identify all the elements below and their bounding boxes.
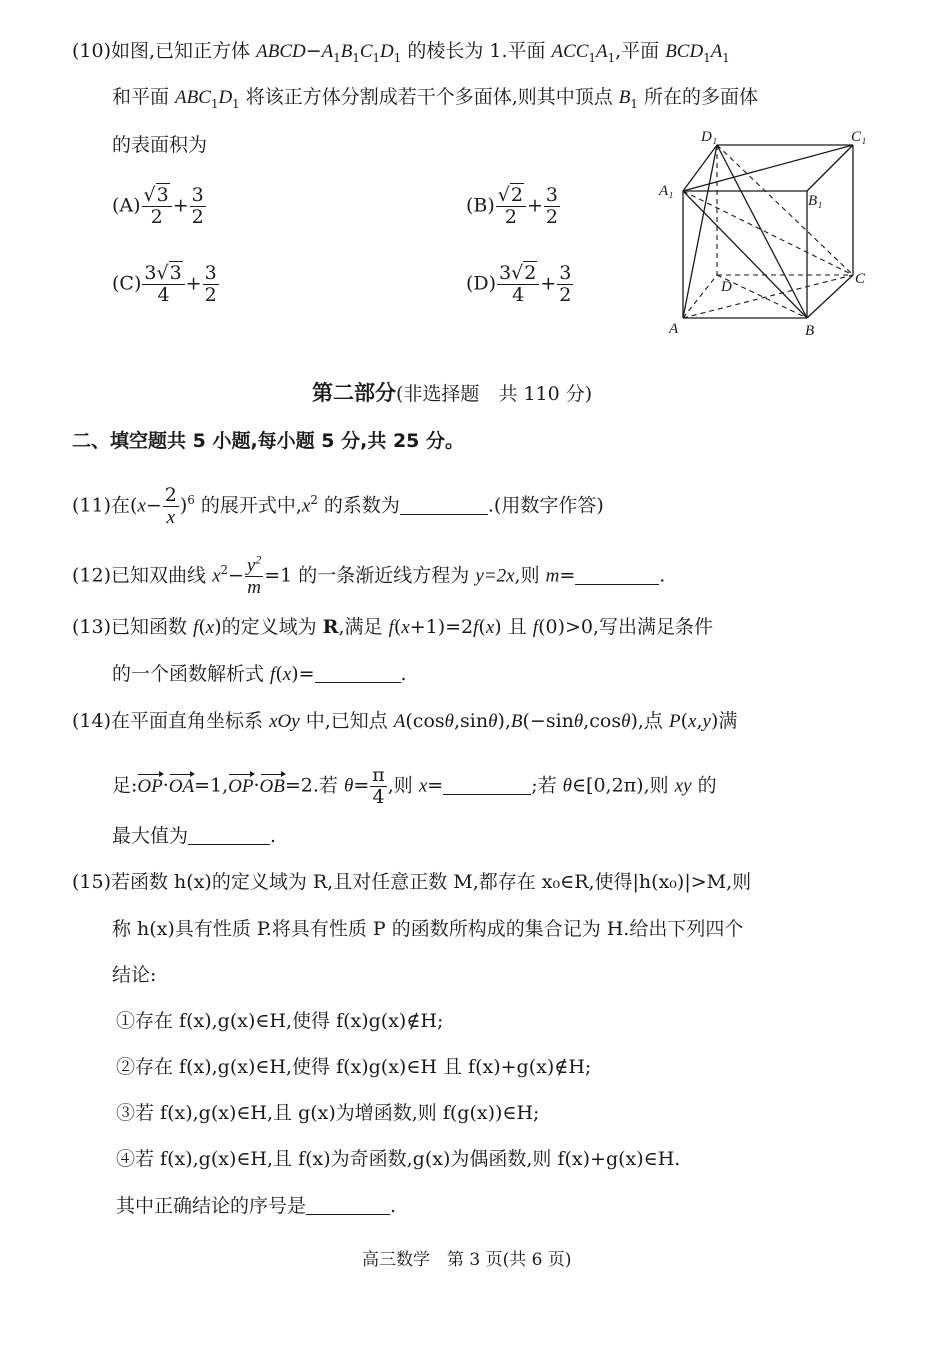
label-d: D [721,279,732,295]
q14-x-answer-blank[interactable] [443,777,531,795]
label-b1: B₁ [808,193,823,209]
label-a1: A₁ [659,183,674,199]
q12-answer-blank[interactable] [575,567,659,585]
section-title: 第二部分(非选择题 共 110 分) [312,381,593,405]
q15-conclusion-2: ②存在 f(x),g(x)∈H,使得 f(x)g(x)∈H 且 f(x)+g(x)∉H; [116,1056,592,1078]
page-footer: 高三数学 第 3 页(共 6 页) [362,1250,572,1270]
diag-ad1 [683,145,717,318]
q15-line1: (15)若函数 h(x)的定义域为 R,且对任意正数 M,都存在 x₀∈R,使得|h(x₀)|>M,则 [72,871,752,893]
q13-answer-blank[interactable] [315,665,401,683]
q15-line8: 其中正确结论的序号是 . [116,1195,397,1217]
q15-answer-blank[interactable] [306,1197,390,1215]
edge-ad-hidden [683,275,717,318]
label-c1: C₁ [851,129,867,145]
label-c: C [855,271,866,287]
q13-line2: 的一个函数解析式 f(x)= . [112,663,407,685]
label-d1: D₁ [701,129,718,145]
q10-option-c: (C) $\frac{3√3}{4}$ + $\frac{3}{2}$ [112,262,217,306]
q11-answer-blank[interactable] [400,497,488,515]
q12: (12)已知双曲线 $x^2-$ $\frac{y^2}{m}$ =1 的一条渐近线方程为 y=2x,则 m= . [72,553,666,598]
q15-conclusion-4: ④若 f(x),g(x)∈H,且 f(x)为奇函数,g(x)为偶函数,则 f(x)+g(x)∈H. [116,1148,681,1170]
diag-ac-hidden [683,275,853,318]
cube-figure [655,125,880,340]
label-b: B [805,323,815,339]
q14-line1: (14)在平面直角坐标系 xOy 中,已知点 A(cosθ,sinθ),B(−sinθ,cosθ),点 P(x,y)满 [72,710,738,732]
q15-line3: 结论: [112,964,157,986]
q10-line1: (10)如图,已知正方体 $ABCD-A_1B_1C_1D_1$ 的棱长为 1.平面 $ACC_1A_1$,平面 $BCD_1A_1$ [72,40,730,65]
q14-line3: 最大值为 . [112,825,277,847]
q14-max-answer-blank[interactable] [188,827,270,845]
q15-conclusion-3: ③若 f(x),g(x)∈H,且 g(x)为增函数,则 f(g(x))∈H; [116,1102,540,1124]
section-heading: 二、填空题共 5 小题,每小题 5 分,共 25 分。 [72,430,465,452]
q10-option-d: (D) $\frac{3√2}{4}$ + $\frac{3}{2}$ [466,262,572,306]
q15-line2: 称 h(x)具有性质 P.将具有性质 P 的函数所构成的集合记为 H.给出下列四个 [112,918,744,940]
diag-a1c1 [683,145,853,191]
q10-option-a: (A) $\frac{√3}{2}$ + $\frac{3}{2}$ [112,184,204,228]
diag-a1c-hidden [683,191,853,275]
q10-line3: 的表面积为 [112,134,208,156]
q10-option-b: (B) $\frac{√2}{2}$ + $\frac{3}{2}$ [466,184,559,228]
q13-line1: (13)已知函数 f(x)的定义域为 R,满足 f(x+1)=2f(x) 且 f(0)>0,写出满足条件 [72,616,714,638]
label-a: A [669,321,679,337]
q15-conclusion-1: ①存在 f(x),g(x)∈H,使得 f(x)g(x)∉H; [116,1010,444,1032]
q14-line2: 足:OP·OA=1,OP·OB=2.若 θ= $\frac{\pi}{4}$ ,则 x= ;若 θ∈[0,2π),则 xy 的 [112,764,717,808]
diag-a1b [683,191,807,318]
q10-line2: 和平面 $ABC_1D_1$ 将该正方体分割成若干个多面体,则其中顶点 $B_1$ 所在的多面体 [112,86,758,111]
q11: (11)在(x− $\frac{2}{x}$ )$^6$ 的展开式中$,x^2$ 的系数为 .(用数字作答) [72,484,604,528]
edge-b1c1 [807,145,853,191]
edge-bc [807,275,853,318]
